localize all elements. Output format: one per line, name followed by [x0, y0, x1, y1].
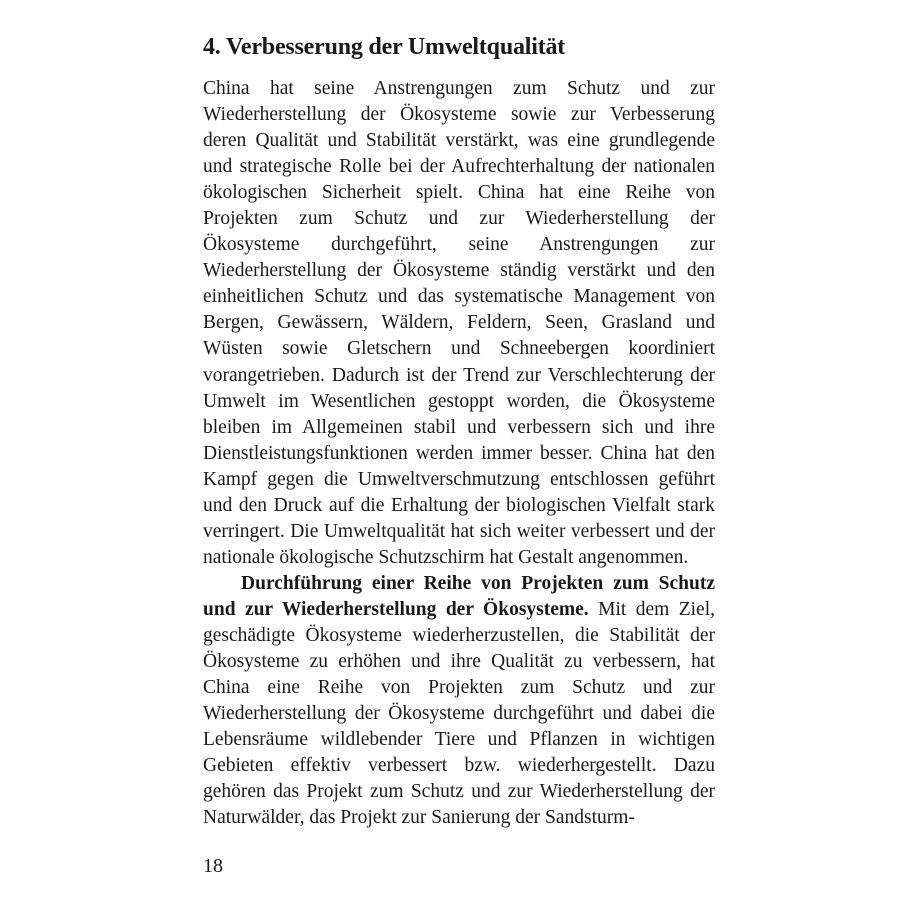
page-number: 18: [203, 855, 223, 877]
paragraph-2-body: Mit dem Ziel, geschädigte Ökosysteme wiederherzustellen, die Stabilität der Ökosysteme zu erhöhen und ihre Qualität zu verbessern, hat China eine Reihe von Projekten zum Schutz und zur Wiederherstellung der Ökosysteme durchgeführt und dabei die Lebensräume wildlebender Tiere und Pflanzen in wichtigen Gebieten effektiv verbessert bzw. wiederhergestellt. Dazu gehören das Projekt zum Schutz und zur Wiederherstellung der Naturwälder, das Projekt zur Sanierung der Sandsturm-: [203, 598, 715, 829]
page-body: [203, 32, 715, 831]
paragraph-1: China hat seine Anstrengungen zum Schutz und zur Wiederherstellung der Ökosysteme sowie zur Verbesserung deren Qualität und Stabilität verstärkt, was eine grundlegende und strategische Rolle bei der Aufrechterhaltung der nationalen ökologischen Sicherheit spielt. China hat eine Reihe von Projekten zum Schutz und zur Wiederherstellung der Ökosysteme durchgeführt, seine Anstrengungen zur Wiederherstellung der Ökosysteme ständig verstärkt und den einheitlichen Schutz und das systematische Management von Bergen, Gewässern, Wäldern, Feldern, Seen, Grasland und Wüsten sowie Gletschern und Schneebergen koordiniert vorangetrieben. Dadurch ist der Trend zur Verschlechterung der Umwelt im Wesentlichen gestoppt worden, die Ökosysteme bleiben im Allgemeinen stabil und verbessern sich und ihre Dienstleistungsfunktionen werden immer besser. China hat den Kampf gegen die Umweltverschmutzung entschlossen geführt und den Druck auf die Erhaltung der biologischen Vielfalt stark verringert. Die Umweltqualität hat sich weiter verbessert und der nationale ökologische Schutzschirm hat Gestalt angenommen.: [203, 78, 715, 568]
section-heading: 4. Verbesserung der Umweltqualität: [203, 34, 566, 60]
paragraph-2: [203, 571, 715, 831]
paragraph-2-lead: Durchführung einer Reihe von Projekten zum Schutz und zur Wiederherstellung der Ökosysteme.: [203, 572, 715, 620]
